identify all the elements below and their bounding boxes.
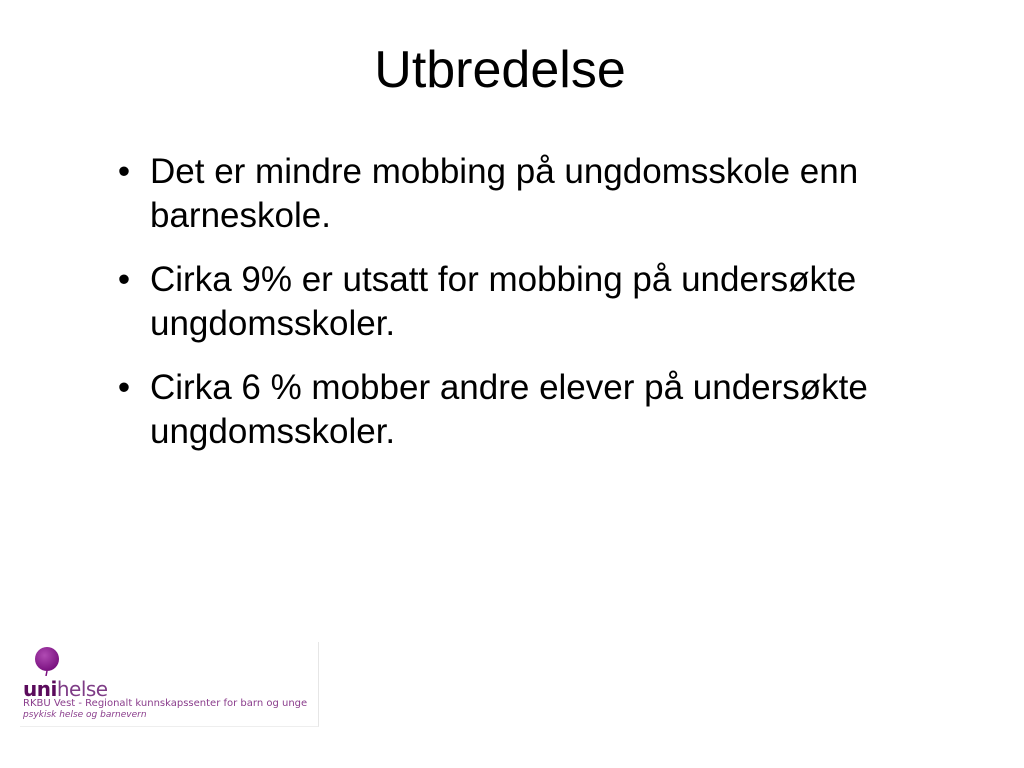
logo-tagline: psykisk helse og barnevern (23, 710, 147, 720)
bullet-list (110, 150, 950, 474)
bullet-dot-icon: • (117, 260, 131, 299)
bullet-item (110, 366, 950, 454)
bullet-item (110, 150, 950, 238)
logo-subtitle: RKBU Vest - Regionalt kunnskapssenter for barn og unge (23, 698, 308, 709)
logo-uni-text: uni (23, 677, 57, 701)
logo-wordmark (23, 678, 108, 700)
bullet-text: Det er mindre mobbing på ungdomsskole enn barneskole. (150, 152, 859, 235)
bullet-text: Cirka 6 % mobber andre elever på undersøkte ungdomsskoler. (150, 368, 868, 451)
bullet-dot-icon: • (117, 152, 131, 191)
slide-title: Utbredelse (374, 41, 626, 99)
balloon-icon (32, 646, 62, 676)
bullet-dot-icon: • (117, 368, 131, 407)
bullet-item (110, 258, 950, 346)
logo-helse-text: helse (56, 677, 108, 701)
bullet-text: Cirka 9% er utsatt for mobbing på undersøkte ungdomsskoler. (150, 260, 857, 343)
unihelse-logo (20, 642, 319, 727)
